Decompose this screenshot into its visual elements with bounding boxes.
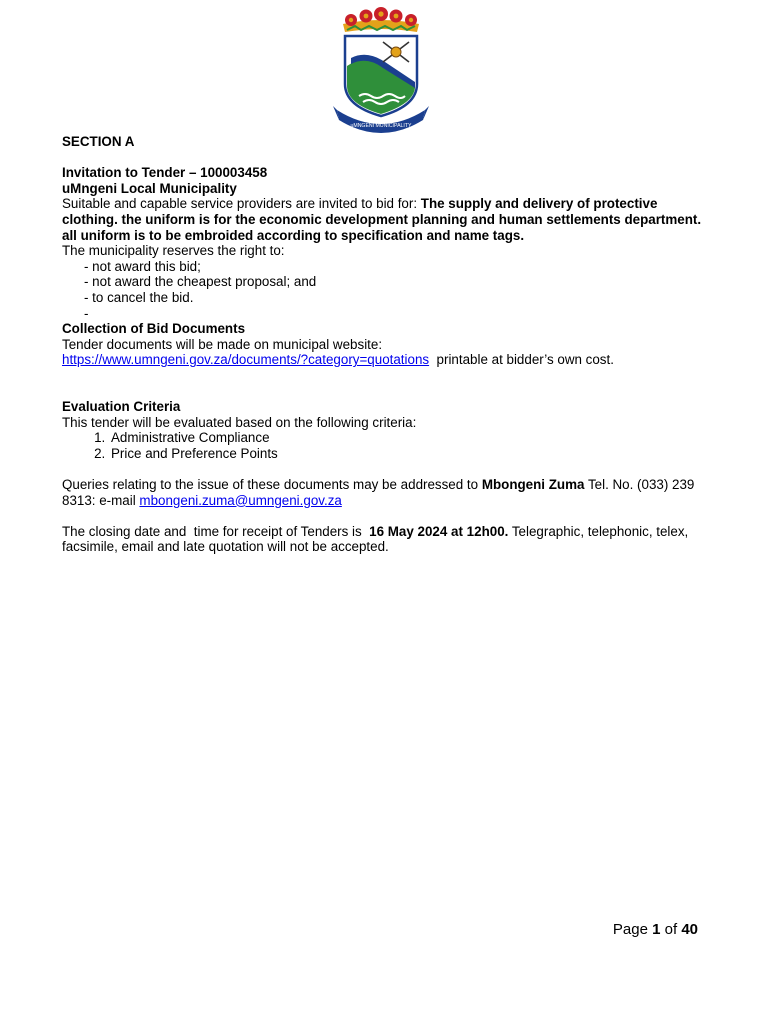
- closing-text: [62, 524, 712, 555]
- contact-tel: Tel. No. (033) 239 8313: e-mail: [62, 477, 695, 508]
- closing-suffix: Telegraphic, telephonic, telex, facsimile, email and late quotation will not be accepted.: [62, 523, 689, 555]
- reserves-text: The municipality reserves the right to:: [62, 243, 285, 259]
- collection-heading: Collection of Bid Documents: [62, 321, 246, 337]
- shield-icon: [345, 36, 417, 116]
- documents-link[interactable]: https://www.umngeni.gov.za/documents/?category=quotations: [62, 352, 430, 368]
- criteria-item: 1. Administrative Compliance: [109, 430, 712, 446]
- tender-intro: [62, 196, 712, 243]
- crest-ribbon-text: uMNGENI MUNICIPALITY: [350, 123, 412, 129]
- closing-datetime: 16 May 2024 at 12h00.: [369, 523, 509, 539]
- crown-flowers-icon: [343, 7, 419, 32]
- of-word: of: [660, 921, 682, 938]
- collection-link-suffix: printable at bidder’s own cost.: [429, 352, 614, 368]
- tender-heading: Invitation to Tender – 100003458: [62, 165, 268, 181]
- section-label: SECTION A: [62, 134, 135, 149]
- queries-text: [62, 477, 712, 508]
- evaluation-text: This tender will be evaluated based on the following criteria:: [62, 414, 417, 430]
- right-item: - not award this bid;: [84, 258, 201, 274]
- page-word: Page: [612, 921, 653, 938]
- total-pages: 40: [681, 921, 698, 938]
- right-item: -: [84, 305, 89, 321]
- criteria-list: [62, 430, 712, 461]
- evaluation-heading: Evaluation Criteria: [62, 399, 181, 415]
- criteria-item: 2. Price and Preference Points: [109, 446, 712, 462]
- municipality-crest-icon: [333, 6, 429, 134]
- page-number: [613, 921, 698, 939]
- queries-prefix: Queries relating to the issue of these documents may be addressed to: [62, 477, 482, 493]
- document-body: [62, 134, 712, 555]
- contact-name: Mbongeni Zuma: [481, 477, 585, 493]
- municipality-name: uMngeni Local Municipality: [62, 180, 237, 196]
- tender-description: The supply and delivery of protective clothing. the uniform is for the economic development planning and human settlements department. all uniform is to be embroided according to specification and name tags.: [62, 196, 702, 243]
- right-item: - not award the cheapest proposal; and: [84, 274, 317, 290]
- collection-text: Tender documents will be made on municipal website:: [62, 336, 383, 352]
- contact-email-link[interactable]: mbongeni.zuma@umngeni.gov.za: [139, 492, 342, 508]
- right-item: - to cancel the bid.: [84, 289, 194, 305]
- closing-prefix: The closing date and time for receipt of Tenders is: [62, 523, 370, 539]
- collection-link-line: [62, 352, 712, 368]
- tender-intro-text: Suitable and capable service providers are invited to bid for:: [62, 196, 421, 212]
- current-page: 1: [652, 921, 661, 938]
